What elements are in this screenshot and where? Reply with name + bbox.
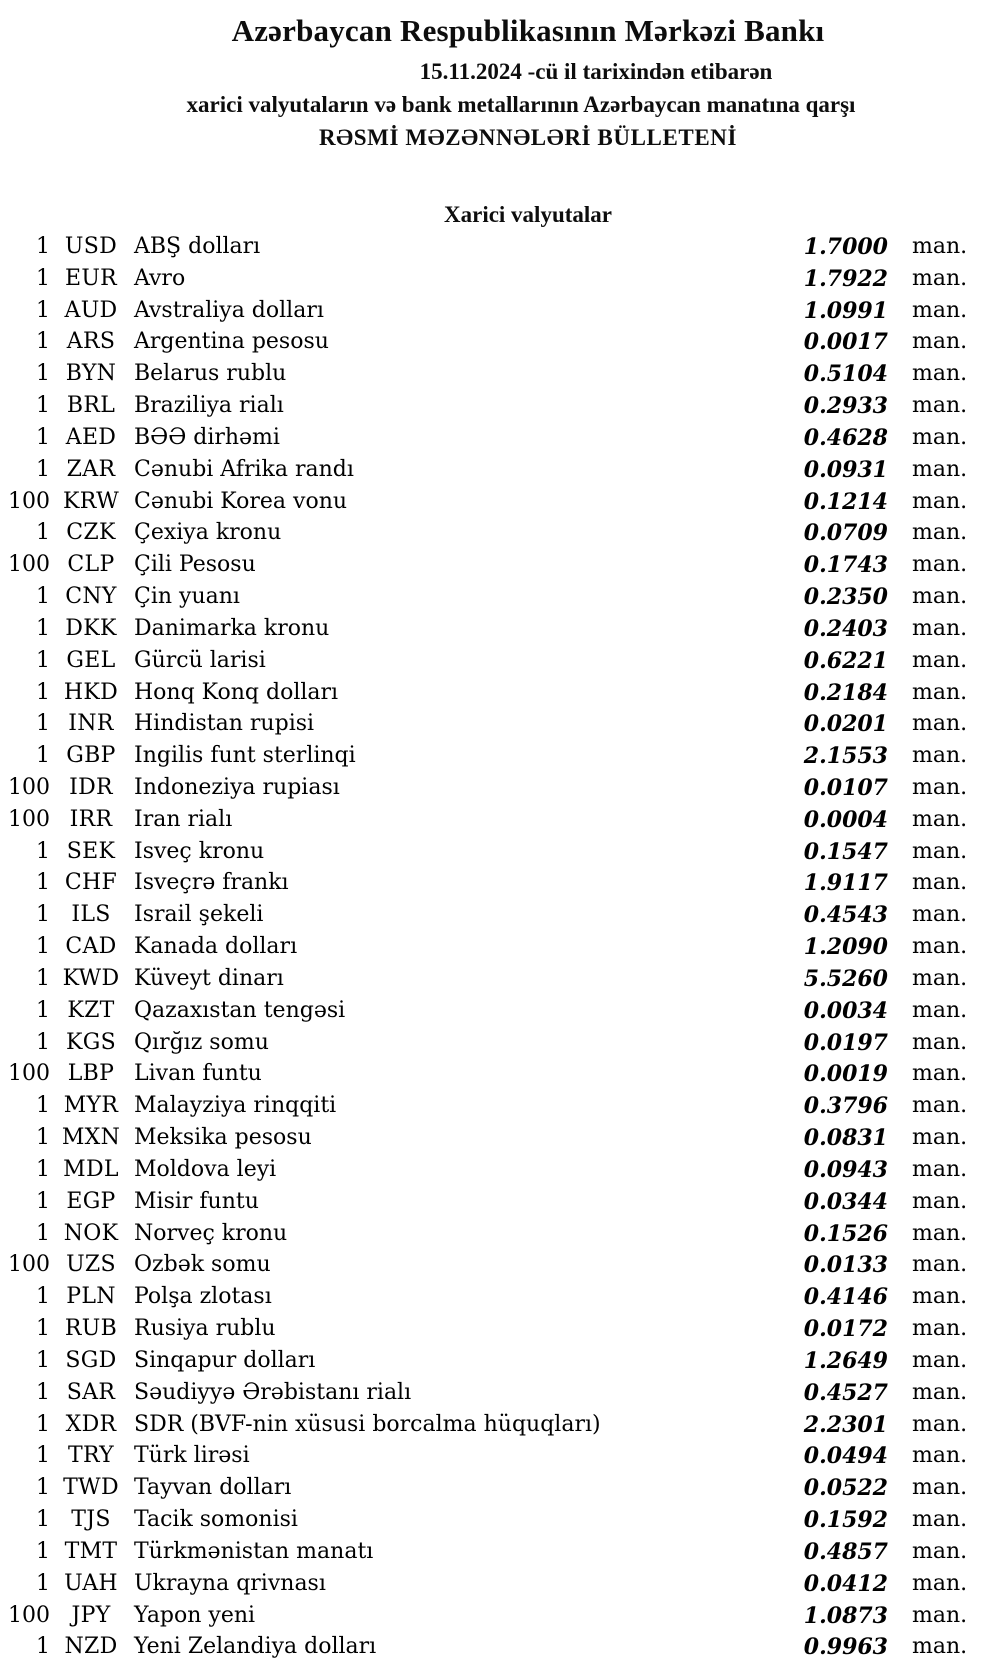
subtitle-official-rates-bulletin: RƏSMİ MƏZƏNNƏLƏRİ BÜLLETENİ [318,125,738,150]
exchange-rate: 0.1743 [803,552,888,579]
manat-unit-label: man. [912,1252,968,1278]
currency-row [0,1568,1000,1600]
currency-name: İran rialı [134,807,233,832]
currency-rates-table [0,231,1000,1663]
manat-unit-label: man. [912,552,968,578]
exchange-rate: 0.2350 [803,584,888,611]
currency-name: Avro [134,266,186,291]
exchange-rate: 0.4628 [803,424,888,451]
currency-row [0,1504,1000,1536]
manat-unit-label: man. [912,1411,968,1437]
exchange-rate: 0.0931 [803,456,888,483]
exchange-rate: 0.1547 [803,838,888,865]
currency-code: IDR [69,774,113,800]
currency-row [0,581,1000,613]
exchange-rate: 0.1592 [803,1507,888,1534]
exchange-rate: 0.1214 [803,488,888,515]
currency-quantity: 1 [36,647,50,673]
manat-unit-label: man. [912,774,968,800]
currency-code: UZS [66,1252,116,1278]
currency-name: Səudiyyə Ərəbistanı rialı [134,1380,412,1405]
currency-code: CLP [67,552,115,578]
currency-code: GEL [66,647,116,673]
currency-row [0,899,1000,931]
currency-code: KZT [67,997,115,1023]
currency-code: UAH [64,1570,118,1596]
currency-name: Çexiya kronu [134,521,282,546]
exchange-rate: 2.1553 [803,743,888,770]
currency-code: CAD [65,934,117,960]
currency-code: PLN [66,1284,116,1310]
currency-row [0,1154,1000,1186]
exchange-rate: 1.0873 [803,1602,888,1629]
currency-name: Çin yuanı [134,585,240,610]
manat-unit-label: man. [912,1093,968,1119]
currency-code: MYR [63,1093,119,1119]
currency-row [0,1409,1000,1441]
currency-name: SDR (BVF-nin xüsusi borcalma hüquqları) [134,1412,601,1437]
currency-code: INR [68,711,114,737]
currency-name: İsveç kronu [134,839,265,864]
currency-quantity: 1 [36,838,50,864]
exchange-rate: 0.4527 [803,1379,888,1406]
exchange-rate: 0.0201 [803,711,888,738]
currency-quantity: 100 [8,1061,50,1087]
manat-unit-label: man. [912,647,968,673]
currency-quantity: 1 [36,1093,50,1119]
currency-name: Malayziya rinqqiti [134,1094,337,1119]
manat-unit-label: man. [912,1220,968,1246]
manat-unit-label: man. [912,1538,968,1564]
currency-quantity: 1 [36,1284,50,1310]
currency-quantity: 1 [36,361,50,387]
currency-code: KRW [62,488,120,514]
currency-quantity: 1 [36,711,50,737]
manat-unit-label: man. [912,1570,968,1596]
currency-name: Gürcü larisi [134,648,266,673]
currency-code: BYN [65,361,117,387]
currency-quantity: 100 [8,1602,50,1628]
currency-code: EGP [66,1188,116,1214]
exchange-rate: 0.4857 [803,1538,888,1565]
exchange-rate: 1.7000 [803,233,888,260]
currency-quantity: 1 [36,233,50,259]
currency-code: SGD [65,1347,117,1373]
currency-code: NOK [63,1220,119,1246]
currency-name: Özbək somu [134,1253,271,1278]
currency-name: Avstraliya dolları [134,298,324,323]
currency-name: Cənubi Afrika randı [134,457,354,482]
currency-row [0,231,1000,263]
manat-unit-label: man. [912,584,968,610]
currency-code: ILS [71,902,111,928]
currency-row [0,1186,1000,1218]
currency-row [0,517,1000,549]
currency-row [0,708,1000,740]
currency-name: Livan funtu [134,1062,262,1087]
manat-unit-label: man. [912,456,968,482]
currency-name: Belarus rublu [134,362,287,387]
manat-unit-label: man. [912,615,968,641]
currency-row [0,613,1000,645]
currency-quantity: 1 [36,297,50,323]
exchange-rate: 0.4543 [803,902,888,929]
manat-unit-label: man. [912,520,968,546]
manat-unit-label: man. [912,1443,968,1469]
currency-row [0,549,1000,581]
manat-unit-label: man. [912,424,968,450]
currency-quantity: 1 [36,679,50,705]
currency-name: Hindistan rupisi [134,712,315,737]
currency-name: İsrail şekeli [134,903,264,928]
currency-row [0,454,1000,486]
exchange-rate: 0.0344 [803,1188,888,1215]
currency-name: Danimarka kronu [134,616,330,641]
currency-quantity: 1 [36,997,50,1023]
currency-code: BRL [66,393,116,419]
currency-name: Meksika pesosu [134,1126,312,1151]
currency-code: EUR [64,265,118,291]
currency-quantity: 1 [36,1475,50,1501]
currency-quantity: 1 [36,1156,50,1182]
currency-row [0,804,1000,836]
manat-unit-label: man. [912,997,968,1023]
manat-unit-label: man. [912,1188,968,1214]
currency-quantity: 1 [36,1443,50,1469]
manat-unit-label: man. [912,233,968,259]
currency-code: DKK [65,615,117,641]
currency-name: İsveçrə frankı [134,871,289,896]
currency-code: TRY [68,1443,114,1469]
manat-unit-label: man. [912,1029,968,1055]
currency-row [0,740,1000,772]
currency-name: Honq Konq dolları [134,680,339,705]
exchange-rate: 5.5260 [803,965,888,992]
currency-row [0,1313,1000,1345]
effective-date-line: 15.11.2024 -cü il tarixindən etibarən [419,59,773,84]
manat-unit-label: man. [912,393,968,419]
currency-row [0,326,1000,358]
exchange-rate: 0.0494 [803,1443,888,1470]
currency-row [0,677,1000,709]
currency-quantity: 1 [36,1347,50,1373]
exchange-rate: 0.9963 [803,1634,888,1661]
manat-unit-label: man. [912,488,968,514]
manat-unit-label: man. [912,838,968,864]
currency-name: Çili Pesosu [134,553,256,578]
currency-row [0,995,1000,1027]
currency-quantity: 1 [36,1411,50,1437]
currency-name: İngilis funt sterlinqi [134,744,356,769]
currency-row [0,772,1000,804]
currency-quantity: 1 [36,1125,50,1151]
exchange-rate: 0.0522 [803,1475,888,1502]
exchange-rate: 0.4146 [803,1284,888,1311]
currency-code: KGS [66,1029,116,1055]
currency-name: Sinqapur dolları [134,1348,316,1373]
currency-quantity: 1 [36,424,50,450]
currency-quantity: 1 [36,965,50,991]
currency-name: Türk lirəsi [134,1444,250,1469]
currency-code: KWD [62,965,120,991]
bank-title: Azərbaycan Respublikasının Mərkəzi Bankı [231,13,825,48]
currency-row [0,295,1000,327]
exchange-rate: 1.2090 [803,934,888,961]
exchange-rate: 0.0133 [803,1252,888,1279]
currency-name: Cənubi Korea vonu [134,489,348,514]
currency-code: AED [65,424,117,450]
exchange-rate: 1.0991 [803,297,888,324]
currency-code: IRR [69,806,113,832]
currency-row [0,1122,1000,1154]
currency-code: GBP [66,743,116,769]
exchange-rate: 0.0017 [803,329,888,356]
currency-quantity: 1 [36,393,50,419]
currency-name: Tacik somonisi [134,1508,298,1533]
currency-quantity: 100 [8,488,50,514]
currency-name: Polşa zlotası [134,1285,272,1310]
exchange-rate: 0.0943 [803,1156,888,1183]
currency-name: Qazaxıstan tengəsi [134,998,346,1023]
currency-row [0,1027,1000,1059]
currency-quantity: 1 [36,520,50,546]
currency-name: Misir funtu [134,1189,259,1214]
currency-name: Kanada dolları [134,935,298,960]
currency-row [0,486,1000,518]
manat-unit-label: man. [912,806,968,832]
currency-name: Moldova leyi [134,1157,277,1182]
currency-quantity: 1 [36,1188,50,1214]
currency-code: TWD [63,1475,119,1501]
manat-unit-label: man. [912,679,968,705]
currency-quantity: 100 [8,774,50,800]
currency-code: CZK [66,520,116,546]
manat-unit-label: man. [912,1125,968,1151]
currency-code: SEK [66,838,116,864]
exchange-rate: 1.9117 [803,870,888,897]
exchange-rate: 1.7922 [803,265,888,292]
currency-row [0,358,1000,390]
currency-quantity: 1 [36,615,50,641]
exchange-rate: 0.0197 [803,1029,888,1056]
currency-name: Braziliya rialı [134,394,284,419]
currency-quantity: 1 [36,1316,50,1342]
currency-code: TMT [64,1538,118,1564]
currency-quantity: 1 [36,1029,50,1055]
currency-row [0,1472,1000,1504]
manat-unit-label: man. [912,870,968,896]
manat-unit-label: man. [912,1316,968,1342]
currency-quantity: 1 [36,902,50,928]
currency-row [0,1536,1000,1568]
manat-unit-label: man. [912,329,968,355]
currency-quantity: 1 [36,1538,50,1564]
exchange-rate: 0.0034 [803,997,888,1024]
currency-row [0,390,1000,422]
manat-unit-label: man. [912,1507,968,1533]
currency-row [0,1059,1000,1091]
exchange-rate: 0.5104 [803,361,888,388]
manat-unit-label: man. [912,1061,968,1087]
currency-code: ARS [66,329,116,355]
currency-code: USD [64,233,118,259]
currency-row [0,1631,1000,1663]
manat-unit-label: man. [912,711,968,737]
manat-unit-label: man. [912,297,968,323]
currency-quantity: 1 [36,456,50,482]
currency-quantity: 1 [36,329,50,355]
manat-unit-label: man. [912,902,968,928]
currency-quantity: 100 [8,552,50,578]
currency-name: Ukrayna qrivnası [134,1571,326,1596]
currency-row [0,263,1000,295]
currency-code: CHF [64,870,118,896]
currency-code: ZAR [66,456,116,482]
currency-row [0,1345,1000,1377]
currency-name: Qırğız somu [134,1030,269,1055]
currency-name: Tayvan dolları [134,1476,292,1501]
currency-quantity: 1 [36,743,50,769]
currency-quantity: 1 [36,1634,50,1660]
manat-unit-label: man. [912,1602,968,1628]
currency-row [0,836,1000,868]
currency-quantity: 1 [36,584,50,610]
manat-unit-label: man. [912,1156,968,1182]
currency-row [0,931,1000,963]
section-title-foreign-currencies: Xarici valyutalar [444,202,612,227]
currency-row [0,1250,1000,1282]
currency-row [0,422,1000,454]
currency-code: LBP [67,1061,115,1087]
manat-unit-label: man. [912,1379,968,1405]
manat-unit-label: man. [912,743,968,769]
currency-name: Yapon yeni [134,1603,256,1628]
exchange-rate: 0.0019 [803,1061,888,1088]
currency-row [0,1090,1000,1122]
currency-code: NZD [64,1634,118,1660]
currency-quantity: 1 [36,1379,50,1405]
currency-row [0,868,1000,900]
currency-code: TJS [71,1507,111,1533]
currency-code: SAR [66,1379,116,1405]
currency-quantity: 100 [8,806,50,832]
exchange-rate: 0.0107 [803,774,888,801]
exchange-rate: 0.3796 [803,1093,888,1120]
manat-unit-label: man. [912,361,968,387]
subtitle-currencies-metals: xarici valyutaların və bank metallarının Azərbaycan manatına qarşı [186,92,856,117]
currency-code: CNY [65,584,117,610]
currency-name: Norveç kronu [134,1221,288,1246]
currency-quantity: 1 [36,1220,50,1246]
currency-quantity: 1 [36,870,50,896]
currency-code: JPY [71,1602,111,1628]
exchange-rate: 0.0004 [803,806,888,833]
currency-quantity: 1 [36,934,50,960]
currency-name: ABŞ dolları [134,234,261,259]
exchange-rate: 0.0172 [803,1316,888,1343]
currency-row [0,963,1000,995]
currency-row [0,1377,1000,1409]
exchange-rate: 0.2184 [803,679,888,706]
currency-quantity: 1 [36,1570,50,1596]
exchange-rate: 0.0709 [803,520,888,547]
currency-quantity: 100 [8,1252,50,1278]
currency-row [0,1440,1000,1472]
exchange-rate: 0.0412 [803,1570,888,1597]
currency-name: İndoneziya rupiası [134,775,340,800]
currency-code: MDL [63,1156,119,1182]
currency-row [0,1218,1000,1250]
currency-quantity: 1 [36,265,50,291]
exchange-rate: 0.2403 [803,615,888,642]
currency-code: MXN [61,1125,121,1151]
exchange-rate: 0.0831 [803,1125,888,1152]
exchange-rate: 0.2933 [803,393,888,420]
manat-unit-label: man. [912,934,968,960]
currency-name: Türkmənistan manatı [134,1539,374,1564]
exchange-rate: 1.2649 [803,1347,888,1374]
currency-name: Küveyt dinarı [134,966,284,991]
manat-unit-label: man. [912,1284,968,1310]
currency-name: Yeni Zelandiya dolları [134,1635,377,1660]
currency-row [0,1281,1000,1313]
manat-unit-label: man. [912,265,968,291]
currency-name: Argentina pesosu [134,330,329,355]
exchange-rate: 0.6221 [803,647,888,674]
currency-code: HKD [63,679,119,705]
currency-name: BƏƏ dirhəmi [134,425,280,450]
manat-unit-label: man. [912,1634,968,1660]
exchange-rate: 0.1526 [803,1220,888,1247]
currency-name: Rusiya rublu [134,1317,276,1342]
exchange-rate: 2.2301 [803,1411,888,1438]
currency-row [0,645,1000,677]
manat-unit-label: man. [912,965,968,991]
currency-code: RUB [64,1316,118,1342]
currency-code: XDR [65,1411,117,1437]
manat-unit-label: man. [912,1347,968,1373]
currency-quantity: 1 [36,1507,50,1533]
currency-code: AUD [64,297,118,323]
currency-row [0,1600,1000,1632]
manat-unit-label: man. [912,1475,968,1501]
